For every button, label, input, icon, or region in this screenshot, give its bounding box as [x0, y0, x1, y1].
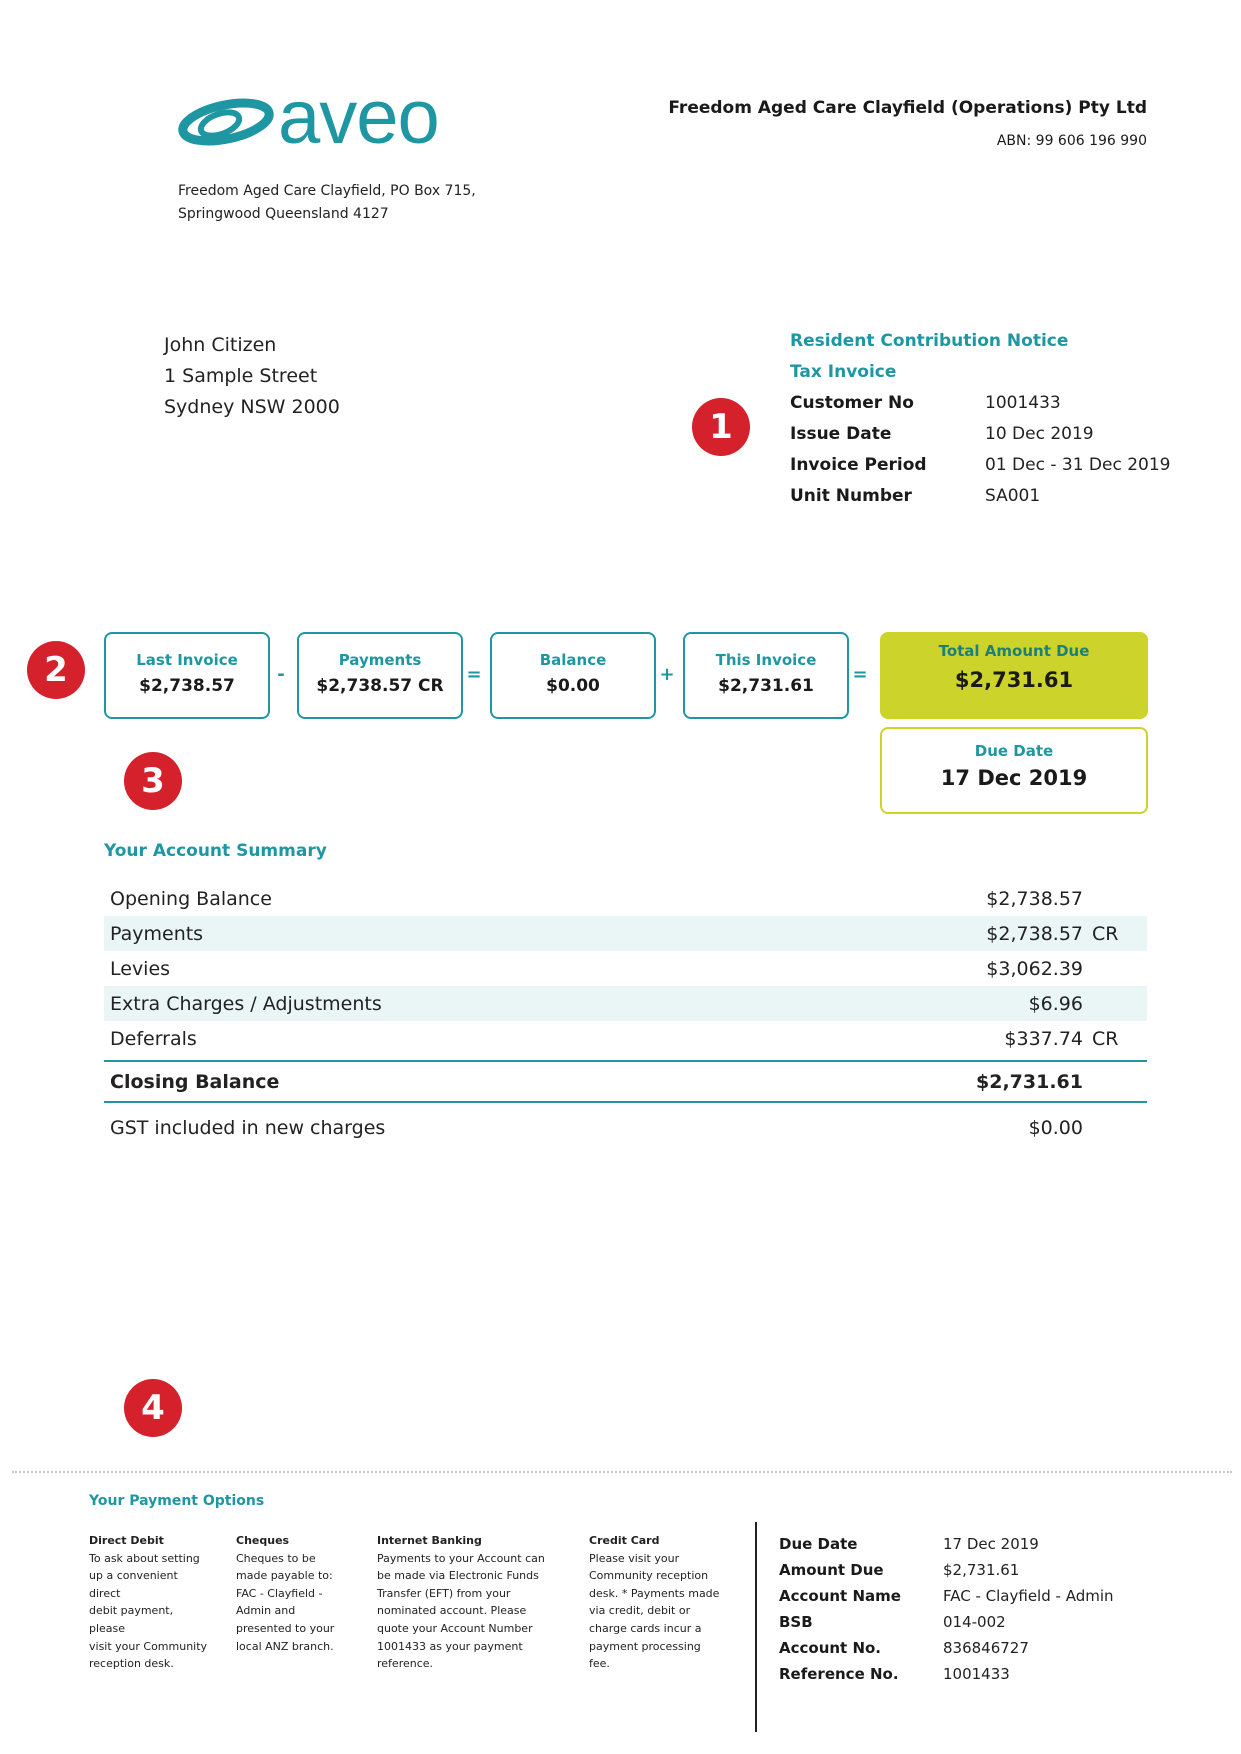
- column-line: Cheques to be: [236, 1551, 316, 1565]
- balance-box: [490, 632, 656, 719]
- column-line: reference.: [377, 1657, 434, 1671]
- detail-value: 1001433: [985, 393, 1061, 413]
- summary-row: [104, 881, 1147, 916]
- column-line: made payable to:: [236, 1569, 333, 1583]
- aveo-logo: [176, 75, 456, 164]
- box-label: Total Amount Due: [938, 642, 1090, 660]
- bank-row: [779, 1613, 1179, 1639]
- column-line: Community reception: [589, 1569, 709, 1583]
- column-line: via credit, debit or: [589, 1604, 691, 1618]
- column-line: charge cards incur a: [589, 1621, 702, 1635]
- payment-options-title: Your Payment Options: [89, 1493, 265, 1509]
- sender-address: [178, 180, 476, 226]
- column-line: payment processing: [589, 1639, 701, 1653]
- box-label: Due Date: [974, 742, 1054, 760]
- payment-divider-line: [755, 1522, 757, 1732]
- address-line: Freedom Aged Care Clayfield, PO Box 715,: [178, 183, 476, 199]
- internet-banking-column: [377, 1532, 545, 1673]
- column-line: debit payment,: [89, 1604, 174, 1618]
- column-line: local ANZ branch.: [236, 1639, 334, 1653]
- summary-row: [104, 916, 1147, 951]
- tear-off-divider: [12, 1471, 1232, 1473]
- bank-value: 17 Dec 2019: [943, 1535, 1039, 1553]
- gst-row: [104, 1108, 1147, 1148]
- bank-row: [779, 1587, 1179, 1613]
- bank-label: Account No.: [779, 1639, 882, 1657]
- account-summary-table: [104, 881, 1147, 1148]
- summary-desc: Deferrals: [110, 1027, 197, 1050]
- box-amount: $2,738.57: [139, 676, 235, 696]
- company-name: Freedom Aged Care Clayfield (Operations) Pty Ltd: [668, 98, 1147, 118]
- summary-desc: Payments: [110, 922, 204, 945]
- box-label: Balance: [539, 651, 607, 669]
- detail-row: [790, 486, 1190, 517]
- column-line: Payments to your Account can: [377, 1551, 545, 1565]
- summary-amount: $337.74: [1004, 1027, 1083, 1050]
- bank-value: 836846727: [943, 1639, 1029, 1657]
- box-amount: 17 Dec 2019: [940, 766, 1088, 790]
- column-line: Transfer (EFT) from your: [377, 1586, 511, 1600]
- column-heading: Cheques: [236, 1534, 290, 1547]
- detail-row: [790, 393, 1190, 424]
- recipient-name: John Citizen: [164, 334, 277, 356]
- box-label: Payments: [338, 651, 422, 669]
- column-line: please: [89, 1621, 126, 1635]
- marker-4-icon: [124, 1379, 182, 1437]
- summary-title: Your Account Summary: [104, 841, 327, 861]
- summary-desc: Extra Charges / Adjustments: [110, 992, 382, 1015]
- detail-value: 10 Dec 2019: [985, 424, 1094, 444]
- detail-label: Customer No: [790, 393, 914, 413]
- column-line: 1001433 as your payment: [377, 1639, 523, 1653]
- equals-operator: =: [852, 664, 868, 685]
- summary-amount: $2,731.61: [976, 1070, 1083, 1093]
- summary-desc: Opening Balance: [110, 887, 272, 910]
- box-amount: $2,731.61: [954, 668, 1074, 692]
- equals-operator: =: [466, 664, 482, 685]
- recipient-address: [164, 330, 340, 423]
- bank-label: BSB: [779, 1613, 813, 1631]
- column-line: quote your Account Number: [377, 1621, 533, 1635]
- marker-number: 2: [44, 650, 68, 690]
- bank-row: [779, 1665, 1179, 1691]
- notice-title: Resident Contribution Notice: [790, 331, 1069, 351]
- column-heading: Internet Banking: [377, 1534, 482, 1547]
- marker-2-icon: [27, 641, 85, 699]
- bank-value: FAC - Clayfield - Admin: [943, 1587, 1114, 1605]
- box-label: This Invoice: [715, 651, 817, 669]
- bank-value: 014-002: [943, 1613, 1006, 1631]
- column-line: Please visit your: [589, 1551, 680, 1565]
- column-line: fee.: [589, 1657, 610, 1671]
- recipient-city: Sydney NSW 2000: [164, 396, 340, 418]
- bank-details: [779, 1535, 1179, 1691]
- due-date-box: [880, 727, 1148, 814]
- cheques-column: [236, 1532, 334, 1655]
- detail-value: SA001: [985, 486, 1041, 506]
- notice-subtitle: Tax Invoice: [790, 362, 897, 382]
- summary-desc: GST included in new charges: [110, 1117, 386, 1139]
- bank-label: Account Name: [779, 1587, 901, 1605]
- credit-flag: CR: [1092, 922, 1119, 945]
- summary-row: [104, 951, 1147, 986]
- box-amount: $2,738.57 CR: [316, 676, 444, 696]
- logo-wordmark: aveo: [278, 75, 439, 160]
- direct-debit-column: [89, 1532, 207, 1673]
- column-line: desk. * Payments made: [589, 1586, 720, 1600]
- summary-amount: $2,738.57: [986, 887, 1083, 910]
- detail-label: Unit Number: [790, 486, 912, 506]
- detail-row: [790, 424, 1190, 455]
- column-line: reception desk.: [89, 1657, 174, 1671]
- marker-3-icon: [124, 752, 182, 810]
- column-line: visit your Community: [89, 1639, 208, 1653]
- column-line: nominated account. Please: [377, 1604, 527, 1618]
- invoice-details: [790, 331, 1190, 517]
- column-line: FAC - Clayfield -: [236, 1586, 323, 1600]
- summary-amount: $3,062.39: [986, 957, 1083, 980]
- closing-balance-row: [104, 1060, 1147, 1103]
- summary-row: [104, 1021, 1147, 1056]
- bank-row: [779, 1535, 1179, 1561]
- summary-row: [104, 986, 1147, 1021]
- bank-label: Reference No.: [779, 1665, 899, 1683]
- bank-label: Due Date: [779, 1535, 858, 1553]
- column-line: To ask about setting: [89, 1551, 200, 1565]
- box-amount: $2,731.61: [718, 676, 814, 696]
- this-invoice-box: [683, 632, 849, 719]
- summary-amount: $0.00: [1028, 1117, 1083, 1139]
- total-amount-due-box: [880, 632, 1148, 719]
- bank-label: Amount Due: [779, 1561, 884, 1579]
- address-line: Springwood Queensland 4127: [178, 206, 389, 222]
- column-heading: Direct Debit: [89, 1534, 164, 1547]
- payments-box: [297, 632, 463, 719]
- logo-swirl-icon: [176, 94, 286, 154]
- column-heading: Credit Card: [589, 1534, 660, 1547]
- column-line: presented to your: [236, 1621, 335, 1635]
- marker-number: 3: [141, 761, 165, 801]
- summary-desc: Levies: [110, 957, 171, 980]
- summary-amount: $2,738.57: [986, 922, 1083, 945]
- column-line: direct: [89, 1586, 121, 1600]
- detail-label: Invoice Period: [790, 455, 927, 475]
- detail-label: Issue Date: [790, 424, 892, 444]
- bank-value: 1001433: [943, 1665, 1010, 1683]
- detail-value: 01 Dec - 31 Dec 2019: [985, 455, 1171, 475]
- bank-row: [779, 1561, 1179, 1587]
- box-amount: $0.00: [546, 676, 600, 696]
- marker-number: 4: [141, 1388, 165, 1428]
- bank-value: $2,731.61: [943, 1561, 1020, 1579]
- column-line: up a convenient: [89, 1569, 178, 1583]
- bank-row: [779, 1639, 1179, 1665]
- last-invoice-box: [104, 632, 270, 719]
- marker-1-icon: [692, 398, 750, 456]
- credit-flag: CR: [1092, 1027, 1119, 1050]
- summary-desc: Closing Balance: [110, 1070, 280, 1093]
- marker-number: 1: [709, 407, 733, 447]
- recipient-street: 1 Sample Street: [164, 365, 318, 387]
- box-label: Last Invoice: [136, 651, 238, 669]
- plus-operator: +: [659, 664, 675, 685]
- detail-row: [790, 455, 1190, 486]
- abn-number: ABN: 99 606 196 990: [996, 133, 1147, 149]
- column-line: Admin and: [236, 1604, 296, 1618]
- summary-amount: $6.96: [1028, 992, 1083, 1015]
- credit-card-column: [589, 1532, 719, 1673]
- column-line: be made via Electronic Funds: [377, 1569, 539, 1583]
- minus-operator: -: [277, 664, 285, 685]
